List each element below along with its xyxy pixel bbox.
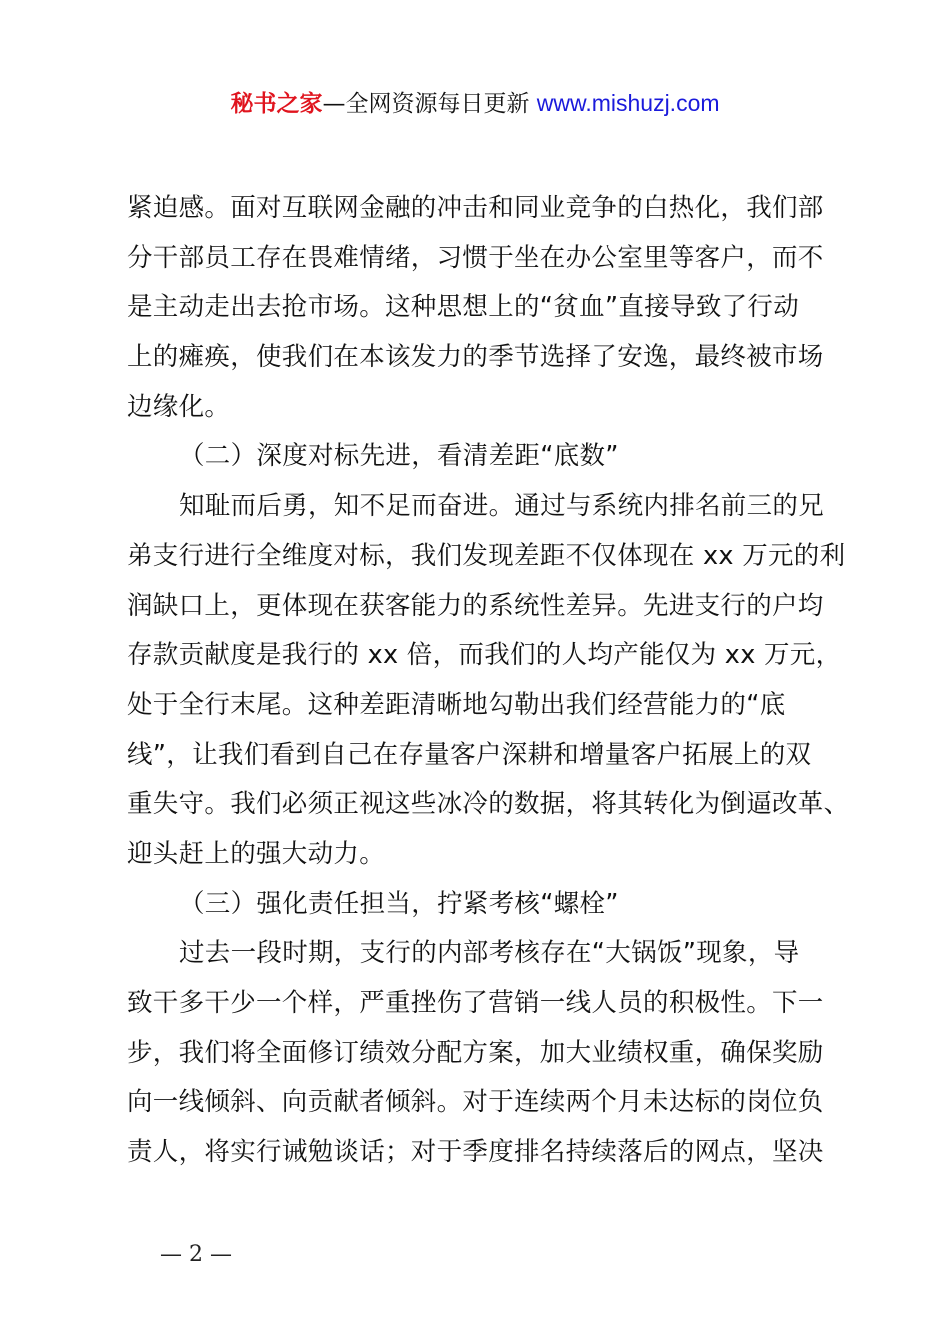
- text-line: 紧迫感。面对互联网金融的冲击和同业竞争的白热化，我们部: [127, 193, 824, 223]
- page-number: — 2 —: [160, 1242, 232, 1267]
- text-line: 存款贡献度是我行的 xx 倍，而我们的人均产能仅为 xx 万元，: [127, 640, 842, 671]
- text-line: 弟支行进行全维度对标，我们发现差距不仅体现在 xx 万元的利: [127, 540, 846, 571]
- text-line: 责人，将实行诫勉谈话；对于季度排名持续落后的网点，坚决: [127, 1137, 824, 1168]
- text-line: 步，我们将全面修订绩效分配方案，加大业绩权重，确保奖励: [127, 1037, 824, 1068]
- text-line: 润缺口上，更体现在获客能力的系统性差异。先进支行的户均: [127, 590, 824, 621]
- text-line: 向一线倾斜、向贡献者倾斜。对于连续两个月未达标的岗位负: [127, 1087, 824, 1118]
- text-line: 是主动走出去抢市场。这种思想上的“贫血”直接导致了行动: [127, 292, 800, 323]
- text-line: 边缘化。: [127, 391, 231, 422]
- text-line: 知耻而后勇，知不足而奋进。通过与系统内排名前三的兄: [179, 491, 825, 522]
- text-line: 处于全行末尾。这种差距清晰地勾勒出我们经营能力的“底: [127, 689, 786, 720]
- text-line: 分干部员工存在畏难情绪，习惯于坐在办公室里等客户，而不: [127, 242, 824, 273]
- text-line: （二）深度对标先进，看清差距“底数”: [179, 441, 619, 472]
- text-line: （三）强化责任担当，拧紧考核“螺栓”: [179, 888, 619, 919]
- text-line: 致干多干少一个样，严重挫伤了营销一线人员的积极性。下一: [127, 988, 824, 1018]
- header-url[interactable]: www.mishuzj.com: [536, 90, 720, 116]
- site-header: [0, 86, 950, 121]
- header-tagline: —全网资源每日更新: [322, 91, 530, 117]
- text-line: 线”，让我们看到自己在存量客户深耕和增量客户拓展上的双: [127, 739, 812, 770]
- document-body: [127, 184, 850, 1178]
- brand-name: 秘书之家: [230, 91, 323, 117]
- text-line: 上的瘫痪，使我们在本该发力的季节选择了安逸，最终被市场: [127, 342, 824, 373]
- text-line: 重失守。我们必须正视这些冰冷的数据，将其转化为倒逼改革、: [127, 789, 850, 820]
- text-line: 过去一段时期，支行的内部考核存在“大锅饭”现象，导: [179, 938, 800, 969]
- text-line: 迎头赶上的强大动力。: [127, 838, 386, 869]
